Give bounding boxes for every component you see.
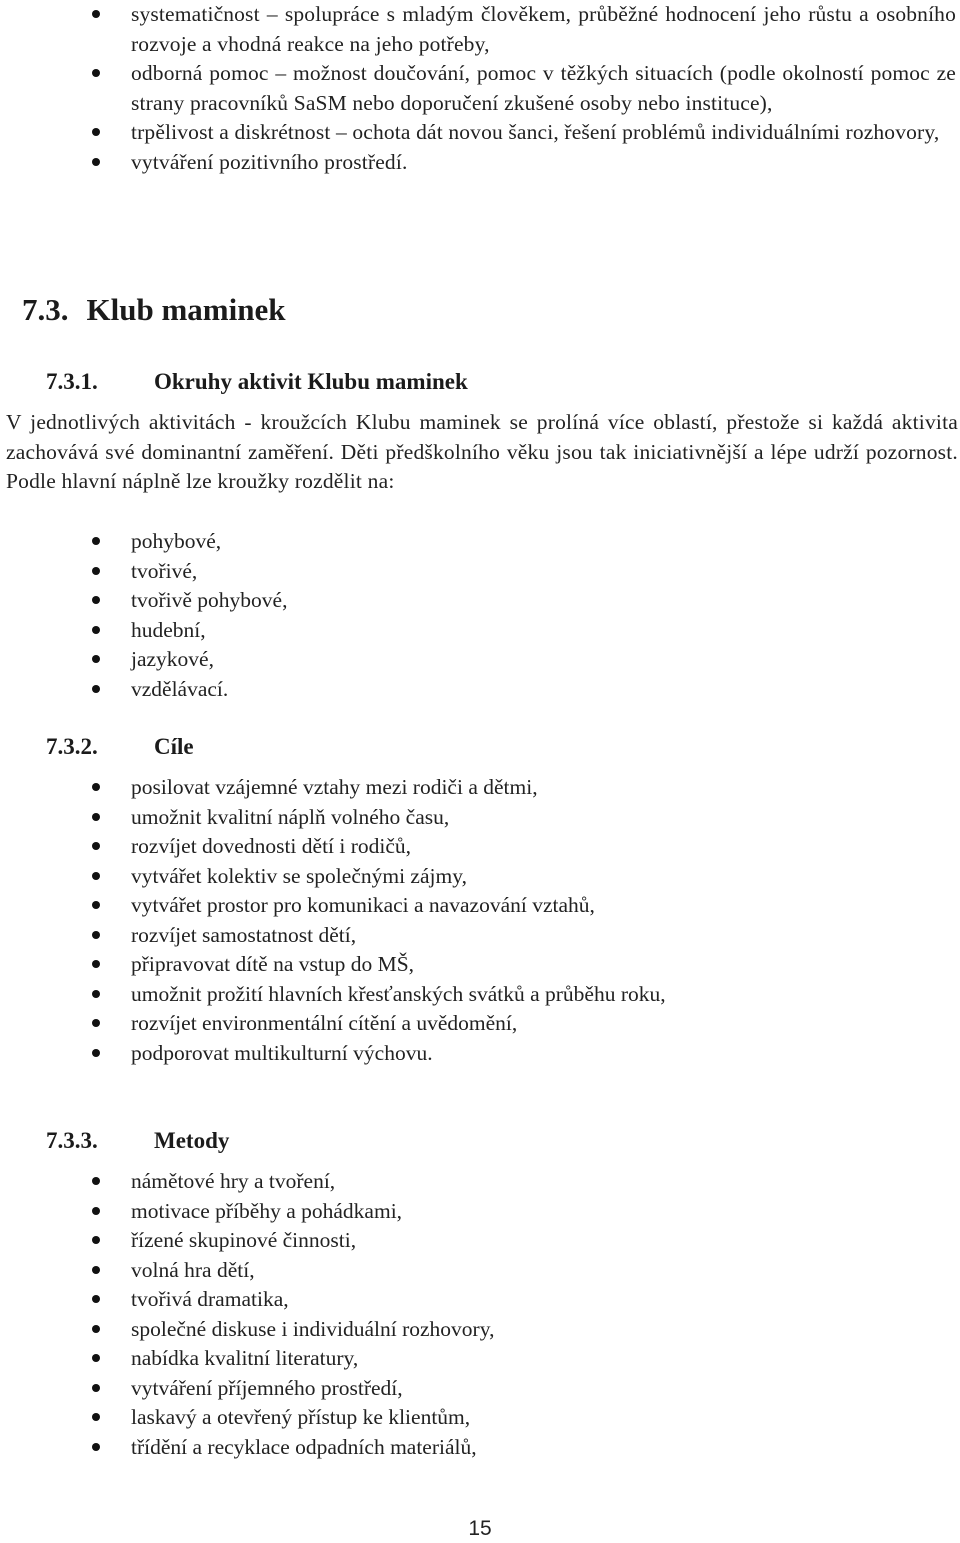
bullet-icon (92, 685, 100, 693)
bullet-icon (92, 1207, 100, 1215)
bullet-icon (92, 1266, 100, 1274)
subsection-title: Cíle (154, 734, 194, 759)
list-item: tvořivě pohybové, (0, 586, 958, 616)
bullet-icon (92, 960, 100, 968)
list-item: námětové hry a tvoření, (0, 1167, 958, 1197)
list-item: jazykové, (0, 645, 958, 675)
bullet-icon (92, 931, 100, 939)
list-item: rozvíjet environmentální cítění a uvědomění, (0, 1009, 958, 1039)
list-item: odborná pomoc – možnost doučování, pomoc v těžkých situacích (podle okolností pomoc ze strany pracovníků SaSM nebo doporučení zkušené osoby nebo instituce), (0, 59, 958, 118)
list-item: motivace příběhy a pohádkami, (0, 1197, 958, 1227)
bullet-icon (92, 1325, 100, 1333)
bullet-icon (92, 626, 100, 634)
list-item: společné diskuse i individuální rozhovory, (0, 1315, 958, 1345)
list-item: posilovat vzájemné vztahy mezi rodiči a dětmi, (0, 773, 958, 803)
bullet-icon (92, 872, 100, 880)
list-item: vytvářet prostor pro komunikaci a navazování vztahů, (0, 891, 958, 921)
bullet-icon (92, 128, 100, 136)
bullet-icon (92, 1019, 100, 1027)
bullet-icon (92, 596, 100, 604)
list-item: tvořivá dramatika, (0, 1285, 958, 1315)
list-item: tvořivé, (0, 557, 958, 587)
list-item: vzdělávací. (0, 675, 958, 705)
list-item: trpělivost a diskrétnost – ochota dát novou šanci, řešení problémů individuálními rozhovory, (0, 118, 958, 148)
list-item: rozvíjet samostatnost dětí, (0, 921, 958, 951)
list-item: laskavý a otevřený přístup ke klientům, (0, 1403, 958, 1433)
list-item: vytvářet kolektiv se společnými zájmy, (0, 862, 958, 892)
bullet-icon (92, 990, 100, 998)
list-item: pohybové, (0, 527, 958, 557)
list-item: umožnit prožití hlavních křesťanských svátků a průběhu roku, (0, 980, 958, 1010)
bullet-icon (92, 69, 100, 77)
subsection-number: 7.3.1. (46, 369, 98, 394)
bullet-icon (92, 158, 100, 166)
section-number: 7.3. (22, 292, 69, 327)
bullet-icon (92, 1443, 100, 1451)
subsection-number: 7.3.3. (46, 1128, 98, 1153)
activities-list (0, 527, 958, 704)
list-item: řízené skupinové činnosti, (0, 1226, 958, 1256)
subsection-heading-activities (46, 369, 468, 395)
list-item: připravovat dítě na vstup do MŠ, (0, 950, 958, 980)
bullet-icon (92, 537, 100, 545)
subsection-title: Metody (154, 1128, 230, 1153)
subsection-heading-methods (46, 1128, 229, 1154)
bullet-icon (92, 901, 100, 909)
bullet-icon (92, 1236, 100, 1244)
section-heading (22, 292, 285, 328)
subsection-heading-goals (46, 734, 194, 760)
list-item: vytváření příjemného prostředí, (0, 1374, 958, 1404)
top-bullet-list (0, 0, 958, 177)
list-item: volná hra dětí, (0, 1256, 958, 1286)
list-item: třídění a recyklace odpadních materiálů, (0, 1433, 958, 1463)
bullet-icon (92, 1177, 100, 1185)
list-item: hudební, (0, 616, 958, 646)
subsection-number: 7.3.2. (46, 734, 98, 759)
goals-list (0, 773, 958, 1068)
section-title: Klub maminek (86, 292, 286, 327)
bullet-icon (92, 1354, 100, 1362)
bullet-icon (92, 10, 100, 18)
bullet-icon (92, 567, 100, 575)
page-number: 15 (468, 1517, 492, 1540)
list-item: umožnit kvalitní náplň volného času, (0, 803, 958, 833)
methods-list (0, 1167, 958, 1462)
list-item: systematičnost – spolupráce s mladým člověkem, průběžné hodnocení jeho růstu a osobního rozvoje a vhodná reakce na jeho potřeby, (0, 0, 958, 59)
bullet-icon (92, 1295, 100, 1303)
bullet-icon (92, 813, 100, 821)
bullet-icon (92, 842, 100, 850)
list-item: rozvíjet dovednosti dětí i rodičů, (0, 832, 958, 862)
activities-paragraph: V jednotlivých aktivitách - kroužcích Klubu maminek se prolíná více oblastí, přestože si každá aktivita zachovává své dominantní zaměření. Děti předškolního věku jsou tak iniciativnější a lépe udrží pozornost. Podle hlavní náplně lze kroužky rozdělit na: (6, 410, 958, 493)
bullet-icon (92, 1413, 100, 1421)
subsection-title: Okruhy aktivit Klubu maminek (154, 369, 468, 394)
bullet-icon (92, 655, 100, 663)
bullet-icon (92, 1384, 100, 1392)
list-item: nabídka kvalitní literatury, (0, 1344, 958, 1374)
list-item: podporovat multikulturní výchovu. (0, 1039, 958, 1069)
list-item: vytváření pozitivního prostředí. (0, 148, 958, 178)
bullet-icon (92, 783, 100, 791)
bullet-icon (92, 1049, 100, 1057)
